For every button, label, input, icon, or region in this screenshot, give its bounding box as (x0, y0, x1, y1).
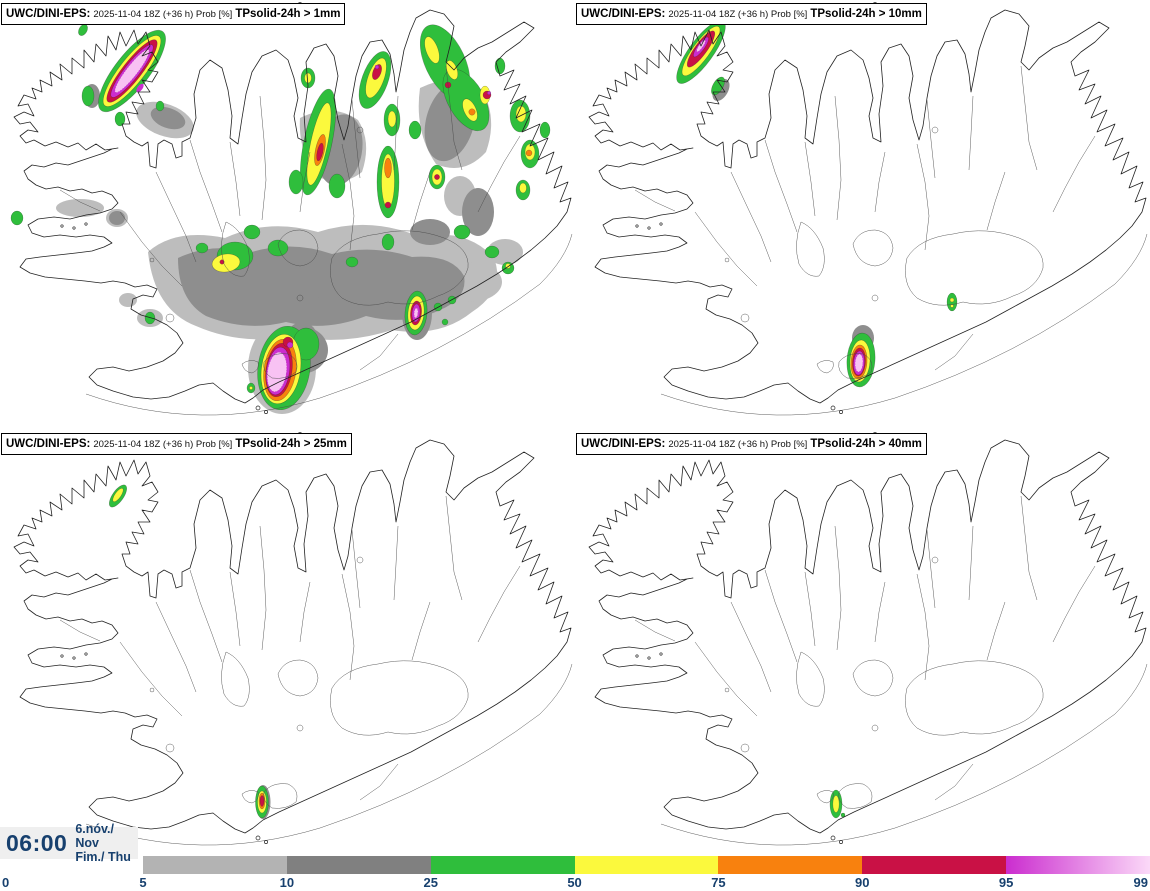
legend-footer (0, 822, 1150, 891)
run-label: 2025-11-04 18Z (+36 h) Prob [%] (668, 439, 808, 450)
threshold-label: TPsolid-24h > 1mm (235, 8, 341, 20)
tick-label: 75 (711, 875, 726, 890)
threshold-label: TPsolid-24h > 25mm (235, 438, 347, 450)
valid-time-box (0, 822, 138, 864)
panel-tpsolid-10mm (575, 0, 1150, 430)
tick-label: 90 (855, 875, 870, 890)
map-svg (0, 430, 575, 860)
map-svg (0, 0, 575, 430)
valid-date-weekday: Fim./ Thu (75, 850, 131, 864)
threshold-label: TPsolid-24h > 10mm (810, 8, 922, 20)
colorbar-segment (718, 856, 862, 874)
panel-tpsolid-25mm (0, 430, 575, 860)
map-svg (575, 0, 1150, 430)
panel-title (1, 433, 352, 455)
colorbar-segment (143, 856, 287, 874)
run-label: 2025-11-04 18Z (+36 h) Prob [%] (668, 9, 808, 20)
panel-tpsolid-1mm (0, 0, 575, 430)
probability-blobs (11, 17, 550, 414)
valid-date-local: 6.nóv./ Nov (75, 822, 114, 850)
run-label: 2025-11-04 18Z (+36 h) Prob [%] (93, 9, 233, 20)
model-label: UWC/DINI-EPS: (6, 8, 91, 20)
tick-label: 0 (2, 875, 10, 890)
tick-label: 95 (998, 875, 1014, 890)
colorbar-segment (431, 856, 575, 874)
colorbar-segment (287, 856, 431, 874)
probability-blobs (830, 790, 845, 818)
colorbar-segment (1006, 856, 1150, 874)
panel-tpsolid-40mm (575, 430, 1150, 860)
run-label: 2025-11-04 18Z (+36 h) Prob [%] (93, 439, 233, 450)
panel-title (1, 3, 345, 25)
model-label: UWC/DINI-EPS: (581, 8, 666, 20)
probability-blobs (106, 482, 270, 819)
model-label: UWC/DINI-EPS: (6, 438, 91, 450)
tick-label: 10 (279, 875, 295, 890)
tick-label: 5 (139, 875, 147, 890)
tick-label: 25 (423, 875, 438, 890)
colorbar-segment (862, 856, 1006, 874)
map-svg (575, 430, 1150, 860)
valid-time: 06:00 (6, 829, 68, 856)
colorbar-segment (575, 856, 719, 874)
threshold-label: TPsolid-24h > 40mm (810, 438, 922, 450)
model-label: UWC/DINI-EPS: (581, 438, 666, 450)
colorbar (143, 856, 1150, 874)
colorbar-ticks (0, 875, 1150, 891)
panel-title (576, 433, 927, 455)
tick-label: 99 (1133, 875, 1148, 890)
tick-label: 50 (567, 875, 582, 890)
panel-title (576, 3, 927, 25)
probability-blobs (669, 14, 957, 388)
